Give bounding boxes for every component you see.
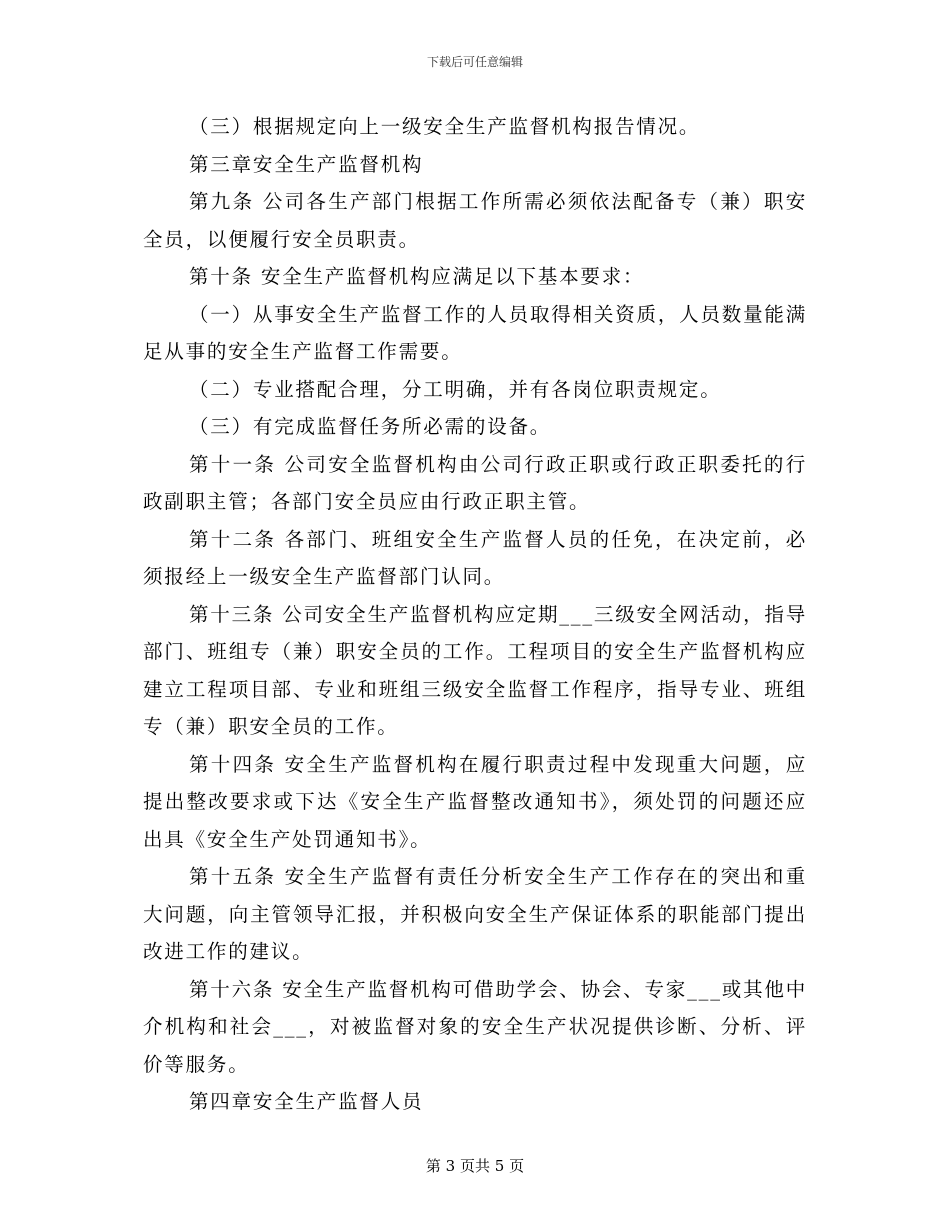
- article-12: 第十二条 各部门、班组安全生产监督人员的任免，在决定前，必须报经上一级安全生产监督部门认同。: [143, 527, 807, 588]
- article-13: 第十三条 公司安全生产监督机构应定期___三级安全网活动，指导部门、班组专（兼）职安全员的工作。工程项目的安全生产监督机构应建立工程项目部、专业和班组三级安全监督工作程序，指导专业、班组专（兼）职安全员的工作。: [143, 602, 807, 738]
- article-11: 第十一条 公司安全监督机构由公司行政正职或行政正职委托的行政副职主管；各部门安全员应由行政正职主管。: [143, 452, 807, 513]
- article-16: 第十六条 安全生产监督机构可借助学会、协会、专家___或其他中介机构和社会___，对被监督对象的安全生产状况提供诊断、分析、评价等服务。: [143, 977, 807, 1076]
- article-10-item-2: （二）专业搭配合理，分工明确，并有各岗位职责规定。: [189, 377, 722, 401]
- article-9: 第九条 公司各生产部门根据工作所需必须依法配备专（兼）职安全员，以便履行安全员职责。: [143, 190, 807, 251]
- paragraph-item-report: （三）根据规定向上一级安全生产监督机构报告情况。: [189, 115, 701, 138]
- article-10: 第十条 安全生产监督机构应满足以下基本要求：: [189, 265, 645, 288]
- chapter-heading-4: 第四章安全生产监督人员: [189, 1090, 424, 1113]
- article-10-item-1: （一）从事安全生产监督工作的人员取得相关资质，人员数量能满足从事的安全生产监督工作需要。: [143, 302, 807, 363]
- chapter-heading-3: 第三章安全生产监督机构: [189, 152, 424, 176]
- article-15: 第十五条 安全生产监督有责任分析安全生产工作存在的突出和重大问题，向主管领导汇报，并积极向安全生产保证体系的职能部门提出改进工作的建议。: [143, 865, 807, 963]
- article-14: 第十四条 安全生产监督机构在履行职责过程中发现重大问题，应提出整改要求或下达《安全生产监督整改通知书》，须处罚的问题还应出具《安全生产处罚通知书》。: [143, 752, 807, 851]
- document-body: [143, 108, 807, 1121]
- article-10-item-3: （三）有完成监督任务所必需的设备。: [189, 415, 552, 438]
- page-header: 下载后可任意编辑: [426, 55, 523, 69]
- page-footer: 第 3 页共 5 页: [425, 1157, 525, 1175]
